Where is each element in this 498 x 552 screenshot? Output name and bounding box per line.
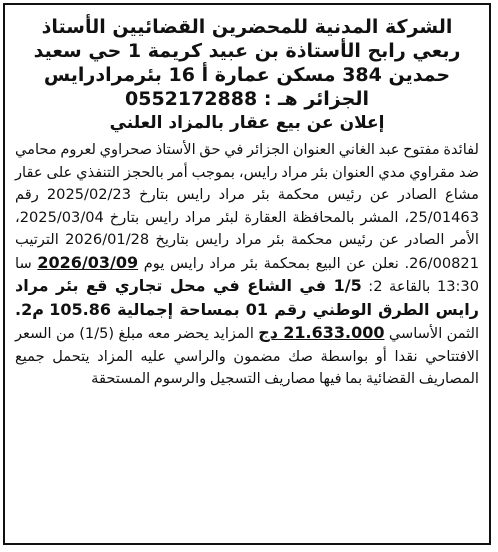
sale-time: سا 13:30 [15, 254, 479, 295]
sale-date: 2026/03/09 [37, 252, 139, 272]
hall-label: بالقاعة 2: [368, 278, 431, 295]
notice-body [15, 139, 479, 391]
area-unit: م2. [15, 299, 44, 319]
header-location: الجزائر هـ : [263, 88, 369, 110]
header-line-2: ربعي رابح الأستاذة بن عبيد كريمة 1 حي سعيد [33, 40, 461, 62]
auction-notice [3, 3, 491, 545]
body-paragraph-3: المزايد يحضر معه مبلغ (1/5) من السعر الافتتاحي نقدا أو بواسطة صك مضمون والراسي عليه المزاد يتحمل جميع المصاريف القضائية بما فيها مصاريف التسجيل والرسوم المستحقة [15, 325, 479, 387]
price-label: الثمن الأساسي [388, 325, 480, 342]
header-line-3: حمدين 384 مسكن عمارة أ 16 بئرمرادرايس [43, 64, 451, 86]
header-line-4 [15, 87, 479, 111]
base-price: 21.633.000 دج [258, 323, 385, 342]
property-description: 1/5 في الشاع في محل تجاري قع بئر مراد رايس الطرق الوطني رقم 01 بمساحة إجمالية 105.86 [15, 276, 479, 319]
body-paragraph-1: لفائدة مفتوح عبد الغاني العنوان الجزائر في حق الأستاذ صحراوي لعروم محامي ضد مقراوي مدي العنوان بئر مراد رايس، بموجب أمر بالحجز التنفذي على عقار مشاع الصادر عن رئيس محكمة بئر مراد رايس بتارخ 2025/02/23 رقم 25/01463، المشر بالمحافظة العقارة لبئر مراد رايس بتارخ 2025/03/04، الأمر الصادر عن رئيس محكمة بئر مراد رايس بتاريخ 2026/01/28 الترتيب 26/00821. نعلن عن البيع بمحكمة بئر مراد رايس يوم [15, 141, 480, 272]
phone-number: 0552172888 [125, 88, 258, 110]
notice-header [15, 15, 479, 135]
header-line-1: الشركة المدنية للمحضرين القضائيين الأستاذ [41, 16, 453, 38]
notice-title: إعلان عن بيع عقار بالمزاد العلني [109, 113, 385, 133]
